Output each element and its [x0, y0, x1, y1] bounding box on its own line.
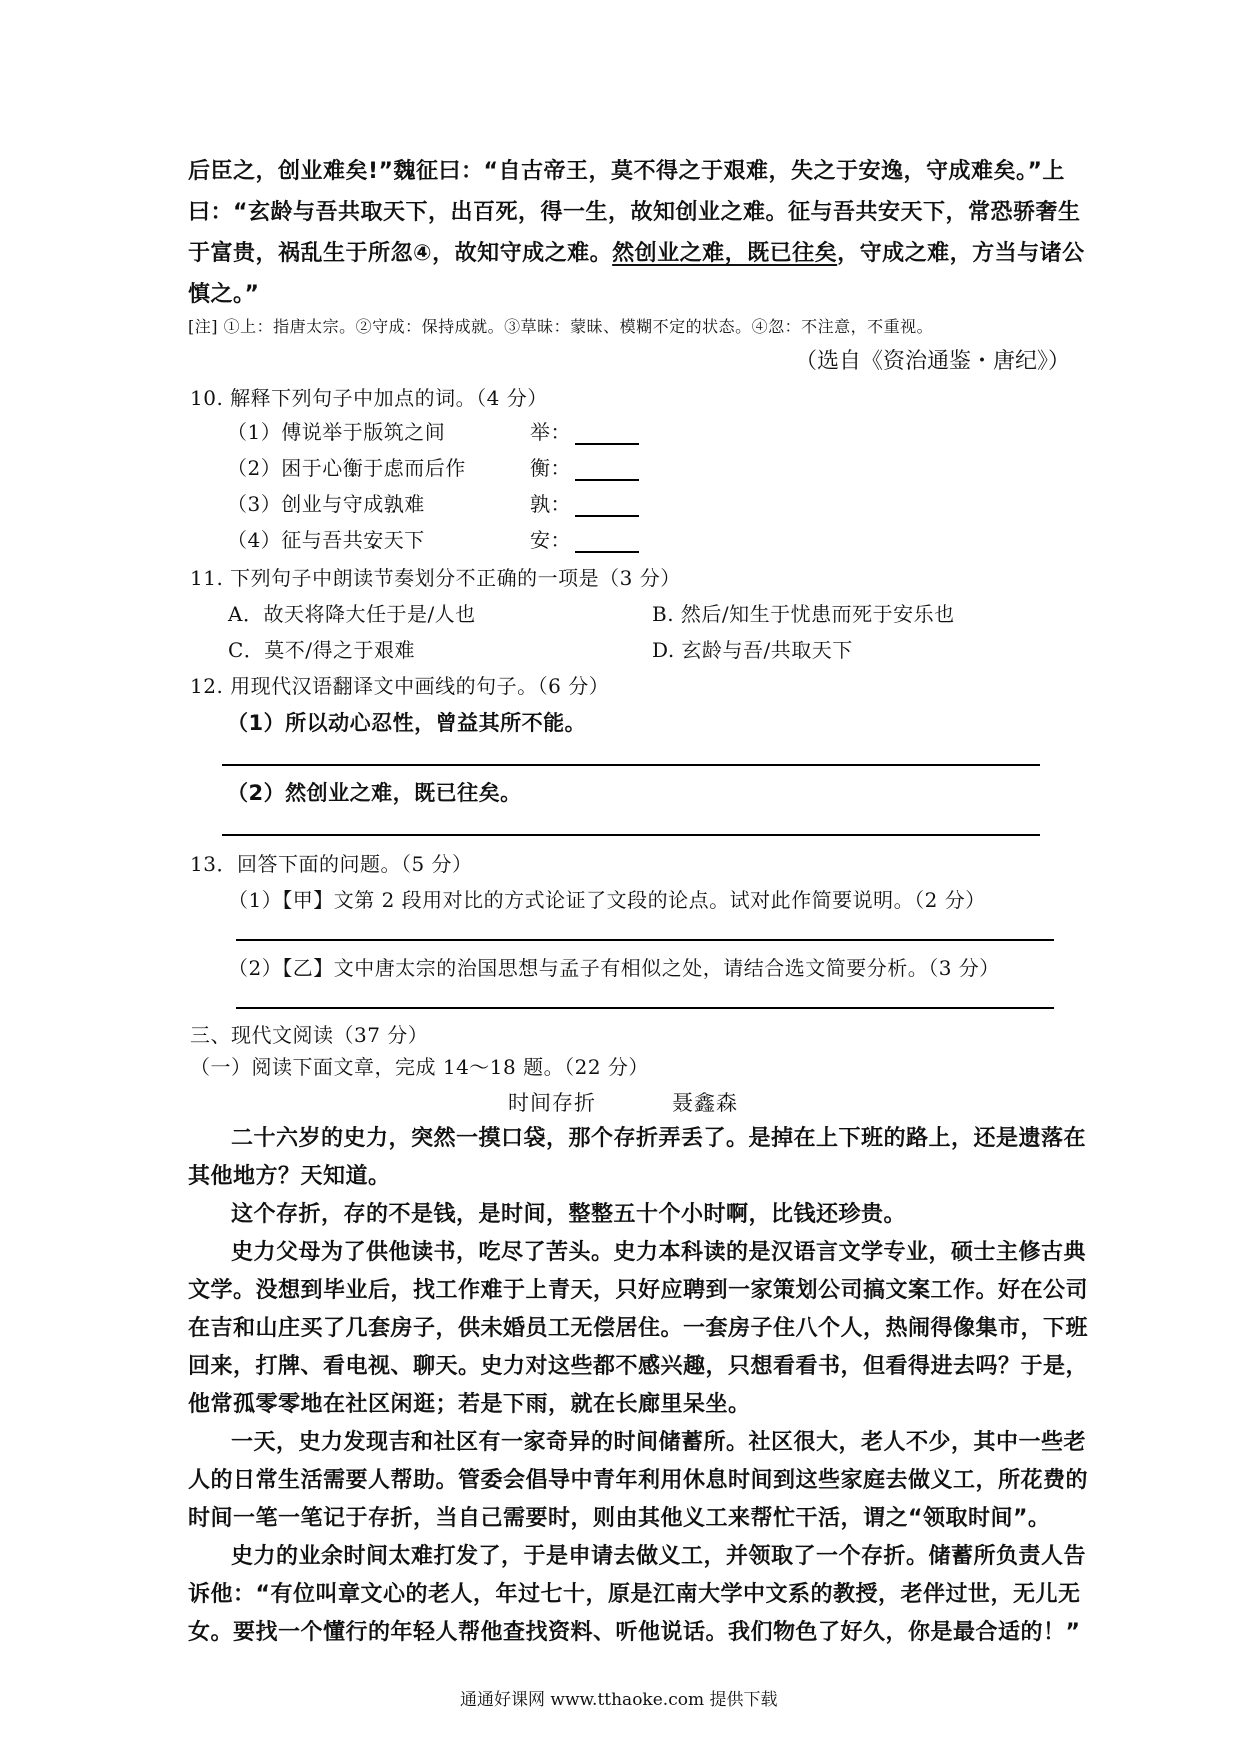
story-line: 二十六岁的史力，突然一摸口袋，那个存折弄丢了。是掉在上下班的路上，还是遗落在	[231, 1126, 1087, 1151]
story-line: 女。要找一个懂行的年轻人帮他查找资料、听他说话。我们物色了好久，你是最合适的！”	[188, 1620, 1081, 1645]
q10-item-2	[227, 452, 466, 481]
story-line: 一天，史力发现吉和社区有一家奇异的时间储蓄所。社区很大，老人不少，其中一些老	[231, 1430, 1087, 1455]
story-line: 回来，打牌、看电视、聊天。史力对这些都不感兴趣，只想看看书，但看得进去吗？于是，	[188, 1354, 1089, 1379]
q11-option-a[interactable]: A．故天将降大任于是/人也	[228, 602, 476, 626]
item-text: 傅说	[281, 420, 323, 444]
q12-sentence-2: （2）然创业之难，既已往矣。	[227, 781, 522, 805]
passage-line-1: 后臣之，创业难矣!”魏征曰：“自古帝王，莫不得之于艰难，失之于安逸，守成难矣。”上	[188, 159, 1065, 184]
section-heading: 三、现代文阅读（37 分）	[190, 1023, 429, 1047]
q10-item-4	[227, 524, 425, 553]
q11-option-d[interactable]: D. 玄龄与吾/共取天下	[652, 638, 853, 662]
answer-line[interactable]	[236, 939, 1054, 941]
answer-blank[interactable]	[575, 531, 639, 553]
q10-answer-1	[530, 416, 639, 445]
item-number: （3）	[227, 492, 282, 516]
dotted-word: 举	[322, 420, 343, 444]
answer-blank[interactable]	[575, 459, 639, 481]
story-line: 他常孤零零地在社区闲逛；若是下雨，就在长廊里呆坐。	[188, 1392, 751, 1417]
q13-stem: 13．回答下面的问题。（5 分）	[190, 852, 473, 876]
q12-sentence-1: （1）所以动心忍性，曾益其所不能。	[227, 711, 587, 735]
item-text: 难	[404, 492, 425, 516]
item-number: （1）	[227, 420, 282, 444]
story-line: 文学。没想到毕业后，找工作难于上青天，只好应聘到一家策划公司搞文案工作。好在公司	[188, 1278, 1089, 1303]
q10-item-1	[227, 416, 445, 445]
item-text: 创业与守成	[281, 492, 384, 516]
answer-label: 孰：	[530, 492, 571, 516]
story-line: 人的日常生活需要人帮助。管委会倡导中青年利用休息时间到这些家庭去做义工，所花费的	[188, 1468, 1089, 1493]
q11-option-c[interactable]: C．莫不/得之于艰难	[228, 638, 416, 662]
passage-line-3	[188, 236, 1085, 267]
story-line: 在吉和山庄买了几套房子，供未婚员工无偿居住。一套房子住八个人，热闹得像集市，下班	[188, 1316, 1089, 1341]
passage-line-4: 慎之。”	[188, 282, 260, 307]
answer-label: 举：	[530, 420, 571, 444]
q11-option-b[interactable]: B. 然后/知生于忧患而死于安乐也	[652, 602, 955, 626]
q11-stem: 11. 下列句子中朗读节奏划分不正确的一项是（3 分）	[190, 566, 681, 590]
story-line: 诉他：“有位叫章文心的老人，年过七十，原是江南大学中文系的教授，老伴过世，无儿无	[188, 1582, 1081, 1607]
q10-answer-2	[530, 452, 639, 481]
dotted-word: 孰	[383, 492, 405, 516]
answer-line[interactable]	[222, 764, 1040, 766]
item-text: 征与吾共	[281, 528, 364, 552]
footer-text: 通通好课网 www.tthaoke.com 提供下载	[460, 1690, 778, 1710]
item-number: （4）	[227, 528, 282, 552]
story-line: 时间一笔一笔记于存折，当自己需要时，则由其他义工来帮忙干活，谓之“领取时间”。	[188, 1506, 1051, 1531]
article-title: 时间存折	[508, 1091, 596, 1115]
underlined-sentence: 然创业之难，既已往矣	[612, 241, 838, 266]
article-author: 聂鑫森	[672, 1091, 738, 1115]
q10-item-3	[227, 488, 425, 517]
item-text: 于版筑之间	[342, 420, 446, 444]
item-text: 困于心	[281, 456, 343, 480]
answer-line[interactable]	[222, 834, 1040, 836]
story-line: 这个存折，存的不是钱，是时间，整整五十个小时啊，比钱还珍贵。	[231, 1202, 907, 1227]
section-subheading: （一）阅读下面文章，完成 14～18 题。（22 分）	[190, 1055, 649, 1079]
passage-line-3-tail: ，守成之难，方当与诸公	[837, 241, 1085, 266]
dotted-word: 衡	[342, 456, 364, 480]
q10-answer-3	[530, 488, 639, 517]
passage-line-3-head: 于富贵，祸乱生于所忽④，故知守成之难。	[188, 241, 613, 266]
item-text: 天下	[383, 528, 425, 552]
item-text: 于虑而后作	[363, 456, 466, 480]
q13-sub-1: （1）【甲】文第 2 段用对比的方式论证了文段的论点。试对此作简要说明。（2 分）	[228, 888, 986, 912]
story-line: 其他地方？天知道。	[188, 1164, 391, 1189]
q13-sub-2: （2）【乙】文中唐太宗的治国思想与孟子有相似之处，请结合选文简要分析。（3 分）	[228, 956, 1000, 980]
q10-answer-4	[530, 524, 639, 553]
source-citation: （选自《资治通鉴・唐纪》）	[795, 349, 1071, 374]
answer-label: 安：	[530, 528, 571, 552]
answer-label: 衡：	[530, 456, 571, 480]
answer-blank[interactable]	[575, 495, 639, 517]
q12-stem: 12. 用现代汉语翻译文中画线的句子。（6 分）	[190, 674, 610, 698]
answer-blank[interactable]	[575, 423, 639, 445]
dotted-word: 安	[363, 528, 384, 552]
answer-line[interactable]	[236, 1007, 1054, 1009]
story-line: 史力父母为了供他读书，吃尽了苦头。史力本科读的是汉语言文学专业，硕士主修古典	[231, 1240, 1087, 1265]
passage-line-2: 曰：“玄龄与吾共取天下，出百死，得一生，故知创业之难。征与吾共安天下，常恐骄奢生	[188, 200, 1081, 225]
q10-stem: 10. 解释下列句子中加点的词。（4 分）	[190, 386, 548, 410]
item-number: （2）	[227, 456, 282, 480]
story-line: 史力的业余时间太难打发了，于是申请去做义工，并领取了一个存折。储蓄所负责人告	[231, 1544, 1087, 1569]
annotation-note: [注] ①上：指唐太宗。②守成：保持成就。③草昧：蒙昧、模糊不定的状态。④忽：不注意，不重视。	[188, 317, 934, 336]
